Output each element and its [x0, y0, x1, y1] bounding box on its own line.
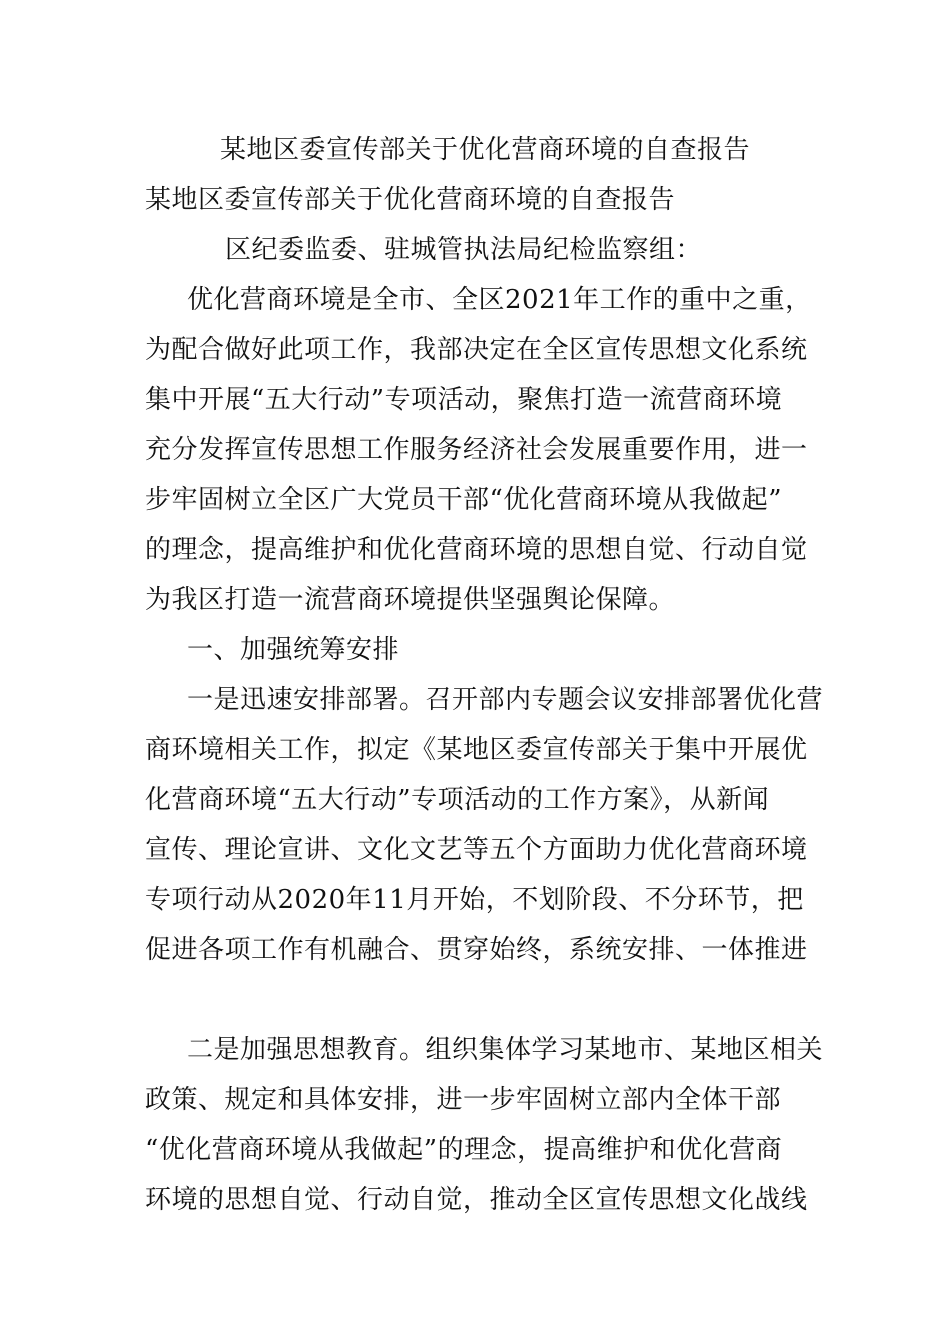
- salutation: 区纪委监委、驻城管执法局纪检监察组：: [225, 235, 703, 265]
- section-heading-1: 一、加强统筹安排: [187, 635, 400, 665]
- paragraph-3-line-3: “优化营商环境从我做起”的理念，提高维护和优化营商: [145, 1135, 783, 1165]
- paragraph-2-line-4: 宣传、理论宣讲、文化文艺等五个方面助力优化营商环境: [145, 835, 808, 865]
- paragraph-2-line-5: 专项行动从2020年11月开始，不划阶段、不分环节，把: [145, 885, 804, 915]
- paragraph-1-line-5: 步牢固树立全区广大党员干部“优化营商环境从我做起”: [145, 485, 783, 515]
- paragraph-1-line-2: 为配合做好此项工作，我部决定在全区宣传思想文化系统: [145, 335, 808, 365]
- document-title: 某地区委宣传部关于优化营商环境的自查报告: [220, 135, 751, 165]
- paragraph-2-line-1: 一是迅速安排部署。召开部内专题会议安排部署优化营: [187, 685, 824, 715]
- paragraph-2-line-3: 化营商环境“五大行动”专项活动的工作方案》，从新闻: [145, 785, 770, 815]
- paragraph-3-line-4: 环境的思想自觉、行动自觉，推动全区宣传思想文化战线: [145, 1185, 808, 1215]
- paragraph-2-line-6: 促进各项工作有机融合、贯穿始终，系统安排、一体推进: [145, 935, 808, 965]
- document-title-repeat: 某地区委宣传部关于优化营商环境的自查报告: [145, 185, 676, 215]
- paragraph-1-line-7: 为我区打造一流营商环境提供坚强舆论保障。: [145, 585, 676, 615]
- paragraph-1-line-3: 集中开展“五大行动”专项活动，聚焦打造一流营商环境: [145, 385, 783, 415]
- paragraph-3-line-1: 二是加强思想教育。组织集体学习某地市、某地区相关: [187, 1035, 824, 1065]
- paragraph-1-line-4: 充分发挥宣传思想工作服务经济社会发展重要作用，进一: [145, 435, 808, 465]
- paragraph-2-line-2: 商环境相关工作，拟定《某地区委宣传部关于集中开展优: [145, 735, 808, 765]
- paragraph-1-line-6: 的理念，提高维护和优化营商环境的思想自觉、行动自觉: [145, 535, 808, 565]
- paragraph-3-line-2: 政策、规定和具体安排，进一步牢固树立部内全体干部: [145, 1085, 782, 1115]
- paragraph-1-line-1: 优化营商环境是全市、全区2021年工作的重中之重，: [187, 285, 812, 315]
